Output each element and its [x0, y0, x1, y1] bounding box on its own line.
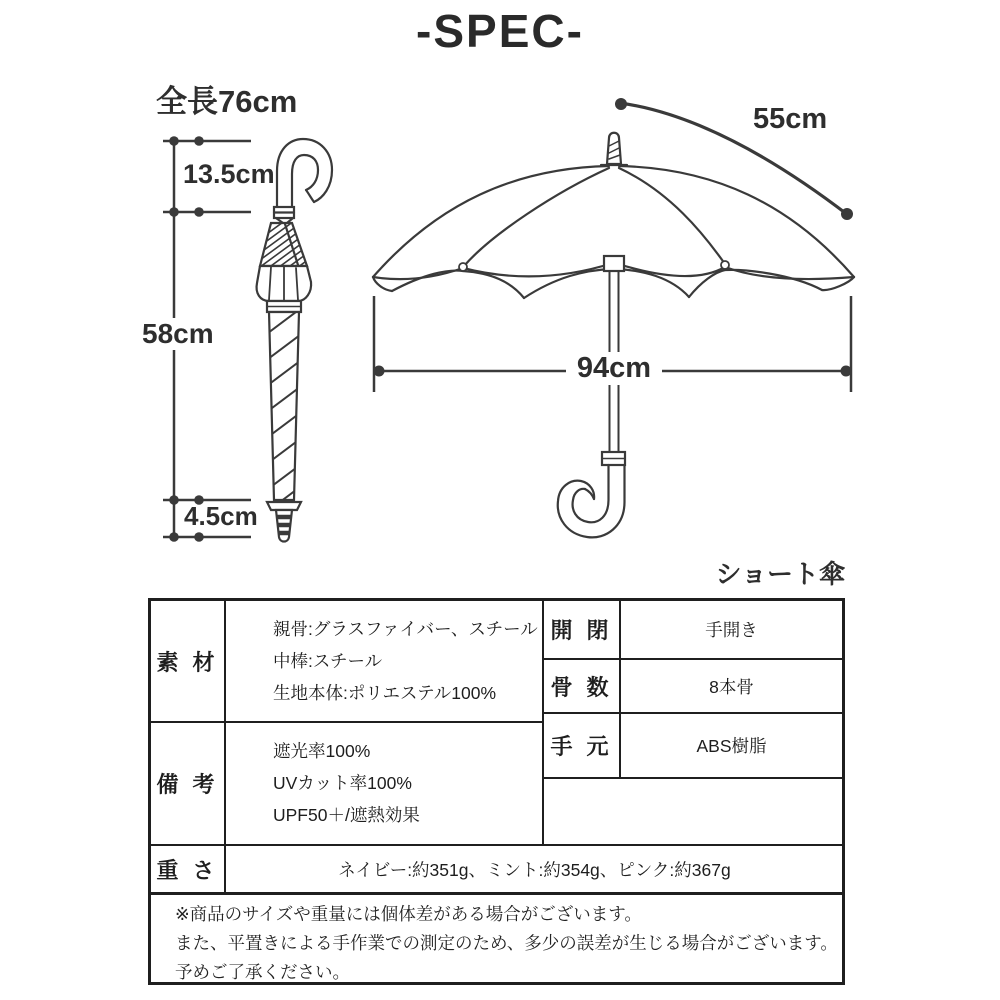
notes-line-2: UVカット率100%	[273, 772, 412, 793]
material-line-1: 親骨:グラスファイバー、スチール	[273, 619, 538, 639]
rib-count-value: 8本骨	[709, 676, 754, 697]
disclaimer-box	[148, 892, 845, 985]
notes-line-1: 遮光率100%	[273, 740, 371, 761]
material-value	[273, 601, 543, 721]
closed-umbrella-drawing	[245, 139, 332, 542]
handle-header: 手 元	[550, 734, 613, 759]
material-header: 素 材	[156, 649, 219, 675]
page-title: -SPEC-	[416, 5, 584, 57]
material-line-3: 生地本体:ポリエステル100%	[273, 683, 497, 703]
disclaimer-line-2: また、平置きによる手作業での測定のため、多少の誤差が生じる場合がございます。	[175, 933, 838, 953]
umbrella-type-label: ショート傘	[715, 559, 845, 589]
weight-value: ネイビー:約351g、ミント:約354g、ピンク:約367g	[338, 859, 731, 880]
table-divider	[224, 601, 226, 892]
handle-value: ABS樹脂	[696, 736, 767, 756]
open-umbrella-drawing	[373, 133, 854, 538]
body-length-label: 58cm	[139, 318, 217, 350]
notes-header: 備 考	[156, 772, 219, 797]
disclaimer-text	[175, 900, 838, 987]
table-divider	[542, 777, 842, 779]
handle-length-label: 13.5cm	[183, 159, 275, 189]
open-close-value: 手開き	[705, 620, 758, 640]
total-length-label: 全長76cm	[156, 84, 298, 119]
rib-length-label: 55cm	[753, 103, 828, 135]
open-width-label: 94cm	[566, 352, 662, 385]
material-line-2: 中棒:スチール	[273, 651, 383, 671]
disclaimer-line-1: ※商品のサイズや重量には個体差がある場合がございます。	[175, 904, 642, 924]
rib-count-header: 骨 数	[550, 674, 613, 700]
spec-table	[148, 598, 845, 988]
disclaimer-line-3: 予めご了承ください。	[175, 962, 350, 982]
open-close-header: 開 閉	[550, 618, 613, 643]
notes-line-3: UPF50＋/遮熱効果	[273, 804, 420, 825]
weight-header: 重 さ	[156, 857, 219, 883]
tip-length-label: 4.5cm	[184, 501, 258, 531]
notes-value	[273, 723, 543, 842]
